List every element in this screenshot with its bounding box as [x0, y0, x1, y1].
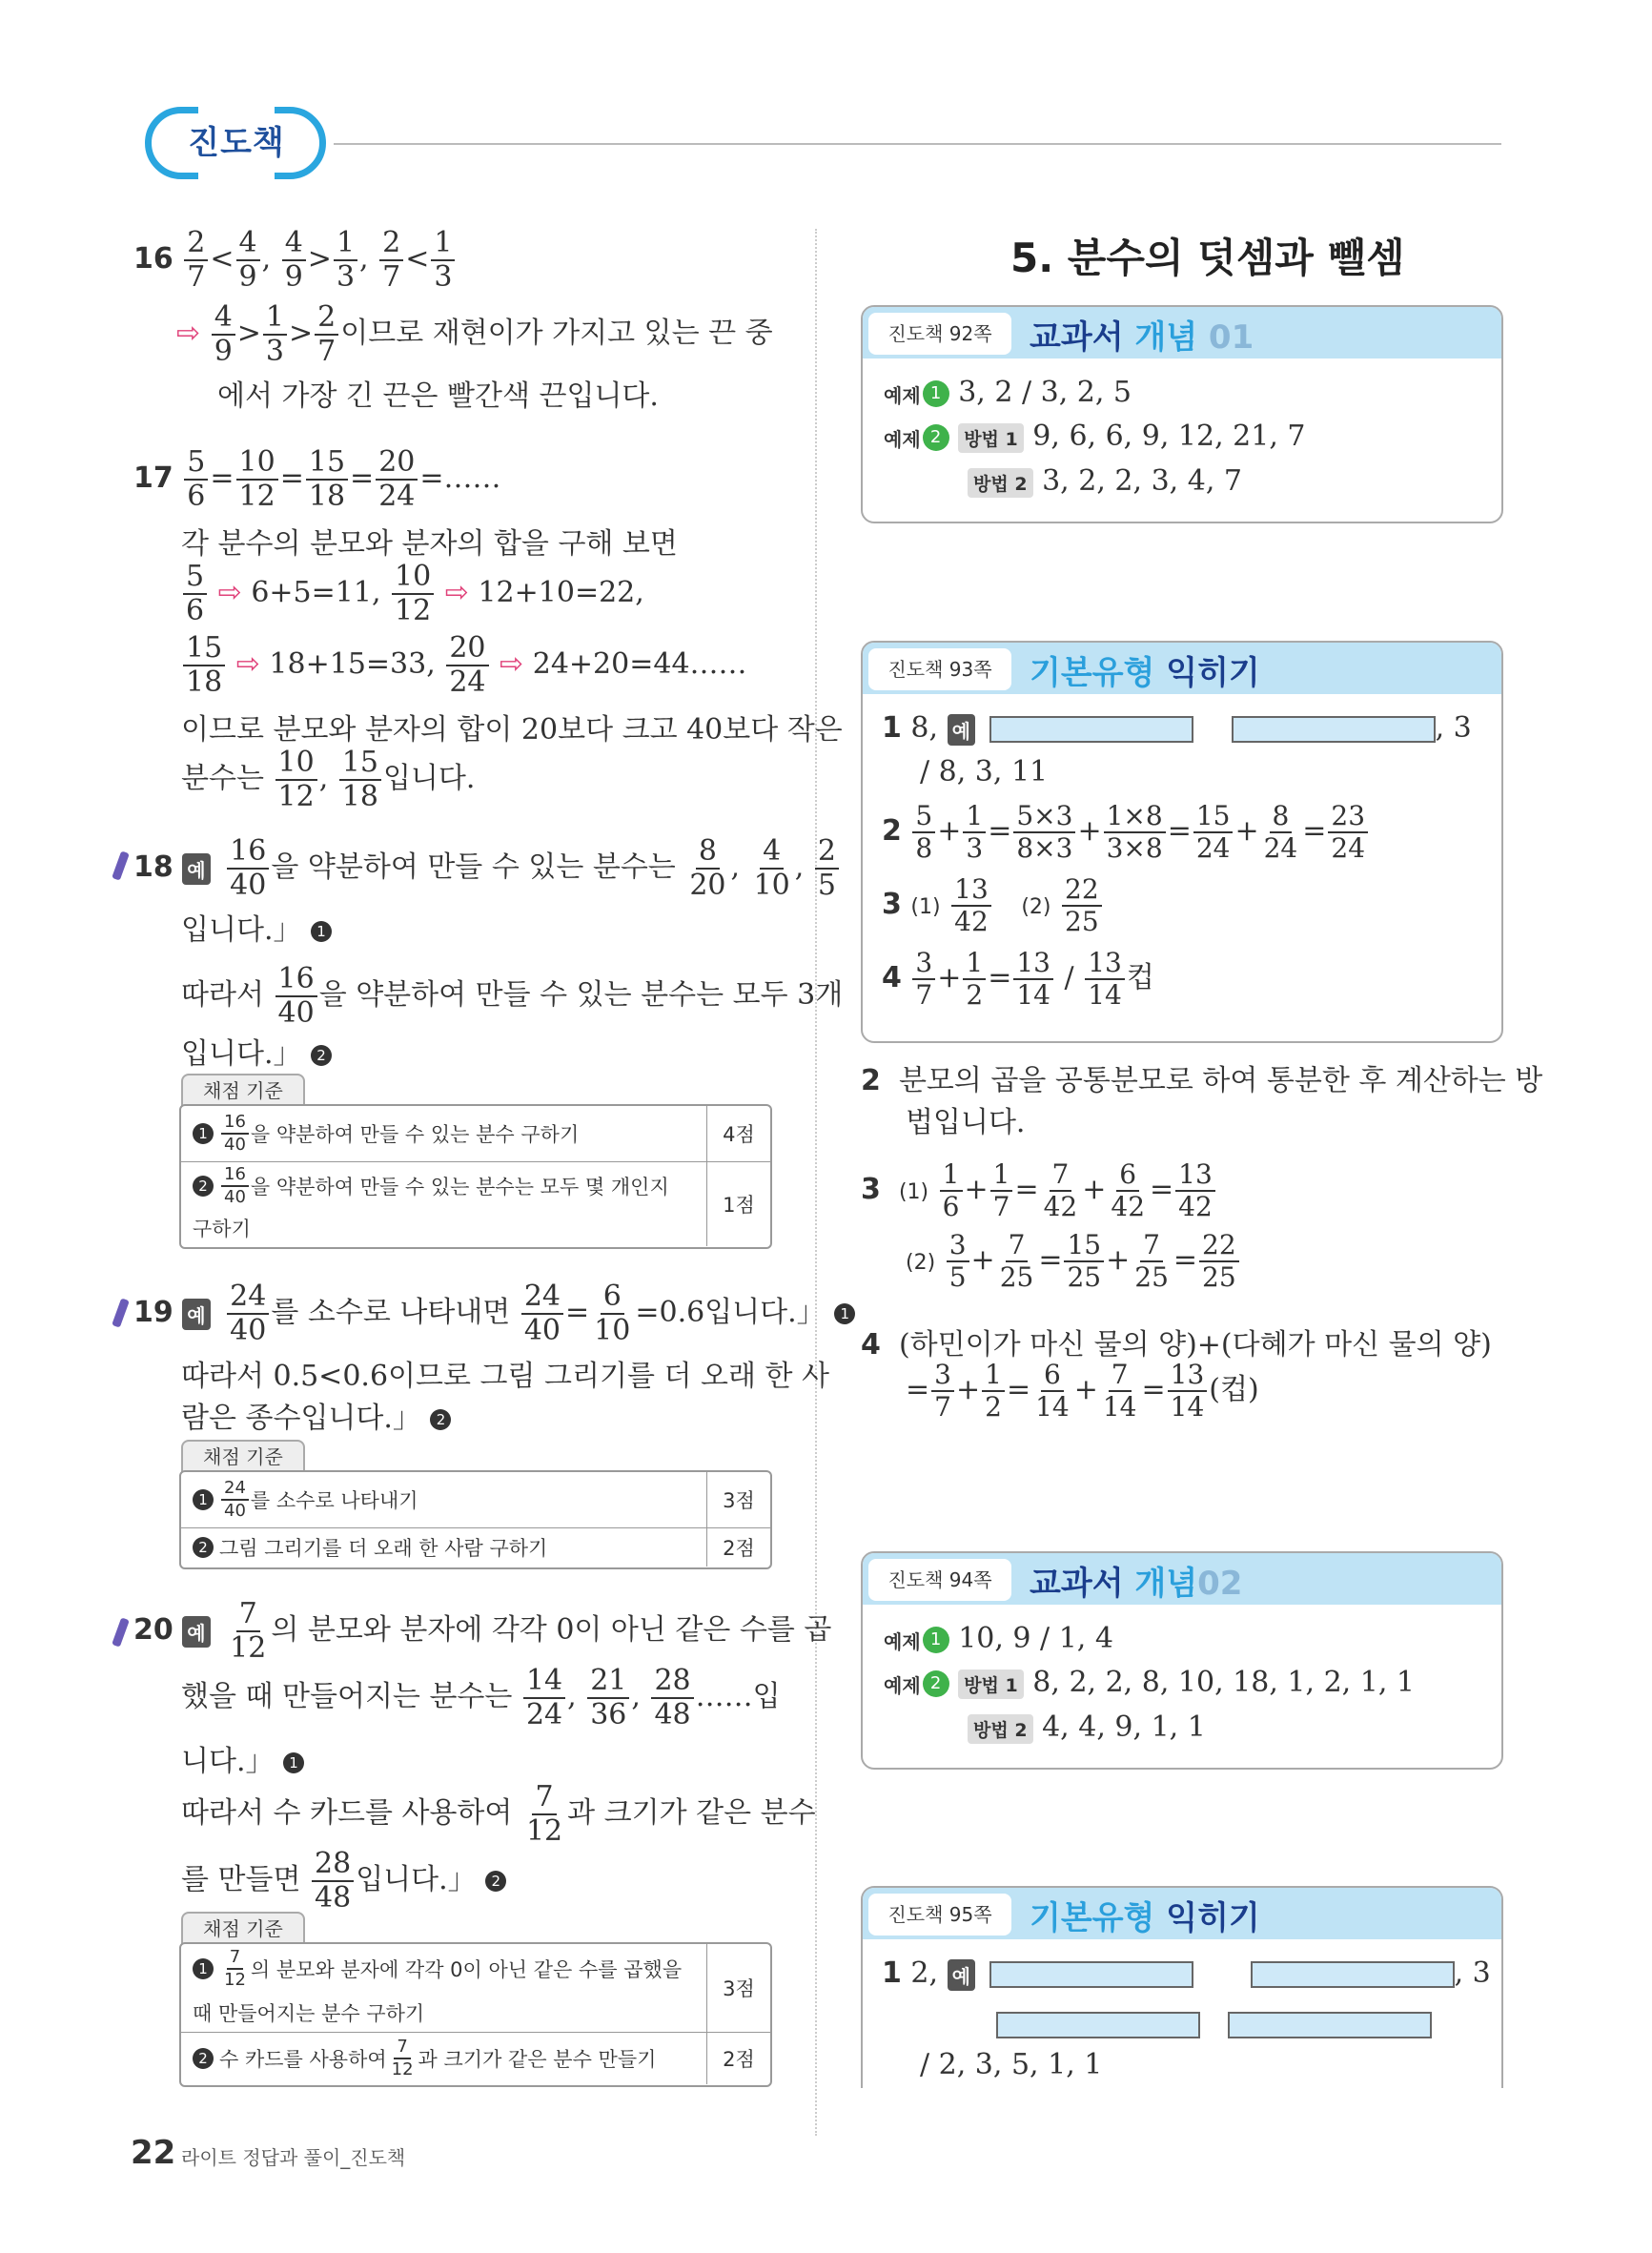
- tape-diagram: [1228, 2012, 1432, 2038]
- tape-diagram: [1232, 716, 1436, 743]
- pencil-icon: [112, 850, 130, 880]
- box-94-ex1: 예제 1 10, 9 / 1, 4: [884, 1622, 1113, 1655]
- q19-line2: 따라서 0.5<0.6이므로 그림 그리기를 더 오래 한 사: [181, 1360, 829, 1393]
- box-93-page: 진도책 93쪽: [868, 648, 1011, 690]
- column-divider: [815, 229, 817, 2136]
- box-92-page: 진도책 92쪽: [868, 313, 1011, 355]
- box-93: [861, 641, 1503, 1043]
- q17-line4: $\frac{15}{18}$ ⇨ 18+15=33, $\frac{20}{24}$ ⇨ 24+20=44……: [181, 634, 747, 697]
- p3-line1: 3 (1) $\frac{1}{6}$ + $\frac{1}{7}$ = $\frac{7}{42}$ + $\frac{6}{42}$ = $\frac{13}{42}$: [861, 1161, 1217, 1220]
- section-title: 5. 분수의 덧셈과 뺄셈: [1010, 235, 1405, 281]
- q19-score-label: 채점 기준: [181, 1440, 305, 1472]
- box-93-q1: 1 8, 예 , 3: [882, 711, 1472, 745]
- box-95-title: 기본유형 익히기: [1030, 1899, 1260, 1937]
- q19-score-row: 1 24 40 를 소수로 나타내기 3점: [181, 1472, 770, 1527]
- q18-line3: 따라서 $\frac{16}{40}$ 을 약분하여 만들 수 있는 분수는 모두 3개: [181, 962, 844, 1030]
- tape-diagram: [1251, 1961, 1455, 1988]
- page-number: 22: [131, 2134, 176, 2172]
- q16-line2: ⇨ $\frac{4}{9}$ > $\frac{1}{3}$ > $\frac{2}{7}$ 이므로 재현이가 가지고 있는 끈 중: [176, 300, 773, 368]
- box-94-title: 교과서 개념02: [1030, 1565, 1243, 1603]
- q17-line3: $\frac{5}{6}$ ⇨ 6+5=11, $\frac{10}{12}$ ⇨ 12+10=22,: [181, 563, 644, 625]
- q18-score-row: 1 16 40 을 약분하여 만들 수 있는 분수 구하기 4점: [181, 1106, 770, 1161]
- q20-score-row: 2 수 카드를 사용하여 7 12 과 크기가 같은 분수 만들기 2점: [181, 2032, 770, 2084]
- box-92-title: 교과서 개념 01: [1030, 318, 1254, 357]
- q18-score-table: [179, 1104, 772, 1249]
- q19-line3: 람은 종수입니다.」 2: [181, 1394, 451, 1436]
- q18-score-row: 2 16 40 을 약분하여 만들 수 있는 분수는 모두 몇 개인지 구하기 1점: [181, 1161, 770, 1246]
- p2-line1: 2 분모의 곱을 공통분모로 하여 통분한 후 계산하는 방: [861, 1064, 1543, 1097]
- q20-score-label: 채점 기준: [181, 1912, 305, 1944]
- tape-diagram: [996, 2012, 1200, 2038]
- q20-line2: 했을 때 만들어지는 분수는 $\frac{14}{24}$ , $\frac{21}{36}$ , $\frac{28}{48}$ ……입: [181, 1664, 781, 1731]
- pencil-icon: [112, 1617, 130, 1647]
- box-95: [861, 1886, 1503, 2088]
- box-94-ex2: 예제 2 방법 1 8, 2, 2, 8, 10, 18, 1, 2, 1, 1: [884, 1666, 1415, 1699]
- tape-diagram: [989, 716, 1193, 743]
- p4-line2: = $\frac{3}{7}$ + $\frac{1}{2}$ = $\frac{6}{14}$ + $\frac{7}{14}$ = $\frac{13}{14}$ (컵): [906, 1359, 1259, 1423]
- box-92-ex1: 예제 1 3, 2 / 3, 2, 5: [884, 376, 1132, 409]
- q20-score-table: [179, 1942, 772, 2087]
- box-93-q3: 3 (1) $\frac{13}{42}$ (2) $\frac{22}{25}$: [882, 876, 1104, 935]
- box-95-page: 진도책 95쪽: [868, 1894, 1011, 1936]
- q18-line4: 입니다.」 2: [181, 1030, 332, 1072]
- box-93-q1c: / 8, 3, 11: [920, 755, 1049, 789]
- q17-line1: 17 $\frac{5}{6}$ = $\frac{10}{12}$ = $\frac{15}{18}$ = $\frac{20}{24}$ =……: [133, 445, 501, 513]
- box-94-page: 진도책 94쪽: [868, 1559, 1011, 1601]
- box-92-ex2: 예제 2 방법 1 9, 6, 6, 9, 12, 21, 7: [884, 420, 1306, 453]
- q16-line1: 16 $\frac{2}{7}$ < $\frac{4}{9}$ , $\frac{4}{9}$ > $\frac{1}{3}$ , $\frac{2}{7}$ < $\frac{1}{3}$: [133, 229, 457, 292]
- q20-score-row: 1 7 12 의 분모와 분자에 각각 0이 아닌 같은 수를 곱했을 때 만들어지는 분수 구하기 3점: [181, 1944, 770, 2032]
- header-badge: [132, 107, 341, 179]
- p3-line2: (2) $\frac{3}{5}$ + $\frac{7}{25}$ = $\frac{15}{25}$ + $\frac{7}{25}$ = $\frac{22}{25}$: [906, 1232, 1241, 1291]
- q19-score-row: 2 그림 그리기를 더 오래 한 사람 구하기 2점: [181, 1527, 770, 1567]
- tape-diagram: [989, 1961, 1193, 1988]
- q19-line1: 19 예 $\frac{24}{40}$ 를 소수로 나타내면 $\frac{24}{40}$ = $\frac{6}{10}$ =0.6입니다.」 1: [133, 1282, 855, 1345]
- q17-line2: 각 분수의 분모와 분자의 합을 구해 보면: [181, 527, 678, 561]
- q20-line5: 를 만들면 $\frac{28}{48}$ 입니다.」 2: [181, 1850, 506, 1913]
- box-95-q1: 1 2, 예 , 3: [882, 1956, 1491, 1990]
- box-92: [861, 305, 1503, 523]
- q18-line1: 18 예 $\frac{16}{40}$ 을 약분하여 만들 수 있는 분수는 $\frac{8}{20}$ , $\frac{4}{10}$ , $\frac{2}{5}$: [133, 837, 841, 900]
- p2-line2: 법입니다.: [906, 1106, 1026, 1139]
- box-92-ex2b: 방법 2 3, 2, 2, 3, 4, 7: [968, 464, 1242, 498]
- q18-line2: 입니다.」 1: [181, 906, 332, 948]
- q17-line5: 이므로 분모와 분자의 합이 20보다 크고 40보다 작은: [181, 713, 843, 747]
- box-94: [861, 1551, 1503, 1770]
- q20-line3: 니다.」 1: [181, 1737, 304, 1779]
- box-94-ex2b: 방법 2 4, 4, 9, 1, 1: [968, 1710, 1206, 1744]
- q19-score-table: [179, 1470, 772, 1569]
- box-93-q2: 2 $\frac{5}{8}$ + $\frac{1}{3}$ = $\frac{5\times 3}{8\times 3}$ + $\frac{1\times 8}{3\times 8}$ = $\frac{15}{24}$ + $\frac{8}{24}$ = $\frac{23}{24}$: [882, 803, 1370, 862]
- box-95-q1c: / 2, 3, 5, 1, 1: [920, 2048, 1103, 2081]
- pencil-icon: [112, 1298, 130, 1327]
- header-title: 진도책: [188, 124, 285, 162]
- q16-line3: 에서 가장 긴 끈은 빨간색 끈입니다.: [217, 379, 659, 413]
- q18-score-label: 채점 기준: [181, 1074, 305, 1106]
- box-93-title: 기본유형 익히기: [1030, 654, 1260, 692]
- q17-line6: 분수는 $\frac{10}{12}$ , $\frac{15}{18}$ 입니다.: [181, 746, 476, 813]
- footer-text: 라이트 정답과 풀이_진도책: [181, 2146, 406, 2169]
- q20-line4: 따라서 수 카드를 사용하여 $\frac{7}{12}$ 과 크기가 같은 분수: [181, 1780, 816, 1848]
- q20-line1: 20 예 $\frac{7}{12}$ 의 분모와 분자에 각각 0이 아닌 같은 수를 곱: [133, 1597, 832, 1665]
- box-93-q4: 4 $\frac{3}{7}$ + $\frac{1}{2}$ = $\frac{13}{14}$ / $\frac{13}{14}$ 컵: [882, 947, 1154, 1011]
- header-rule: [334, 143, 1501, 145]
- box-95-q1-tapes: [996, 2007, 1432, 2040]
- p4-line1: 4 (하민이가 마신 물의 양)+(다혜가 마신 물의 양): [861, 1328, 1492, 1362]
